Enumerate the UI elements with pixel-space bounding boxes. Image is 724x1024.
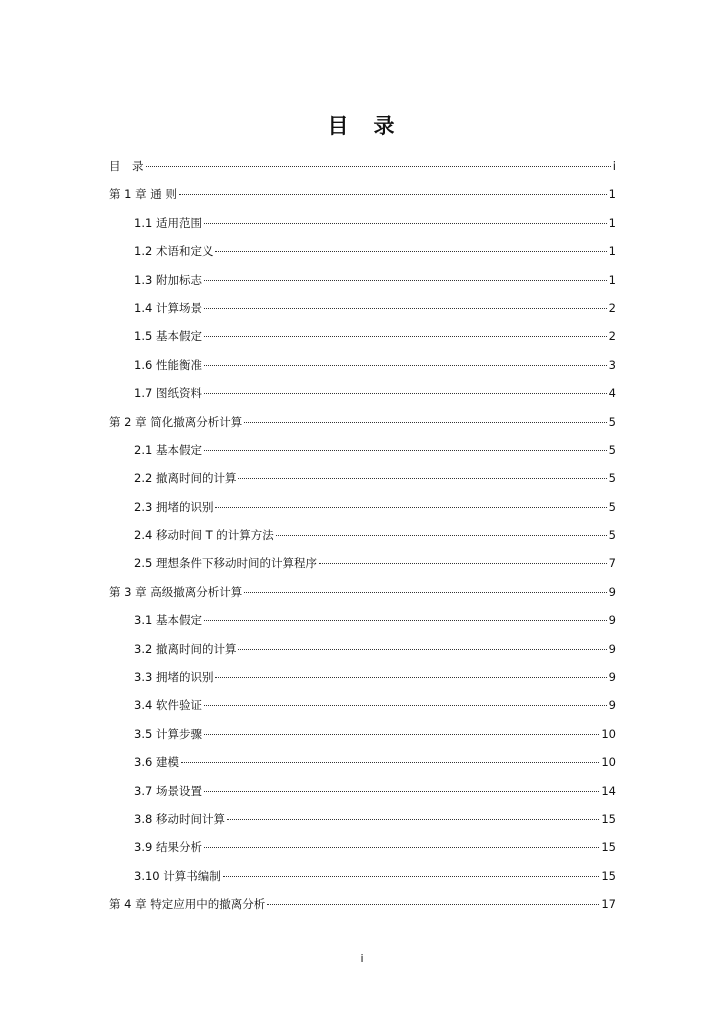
dot-leader [319,563,607,564]
toc-entry[interactable] [109,868,616,896]
toc-entry[interactable] [109,697,616,725]
toc-entry-label: 3.7 场景设置 [134,783,202,798]
toc-entry[interactable] [109,896,616,924]
dot-leader [181,762,599,763]
toc-entry-page: 5 [608,528,616,543]
toc-entry-label: 3.2 撤离时间的计算 [134,641,237,656]
toc-entry-label: 2.3 拥堵的识别 [134,499,214,514]
dot-leader [204,308,607,309]
toc-entry[interactable] [109,555,616,583]
toc-entry-page: 2 [608,329,616,344]
dot-leader [227,819,599,820]
toc-entry-label: 2.4 移动时间 T 的计算方法 [134,528,274,543]
toc-entry-label: 3.5 计算步骤 [134,726,202,741]
toc-entry[interactable] [109,499,616,527]
toc-entry[interactable] [109,612,616,640]
toc-entry[interactable] [109,186,616,214]
toc-entry-label: 1.7 图纸资料 [134,386,202,401]
toc-entry-label: 目 录 [109,159,144,173]
toc-entry-page: 10 [601,755,616,770]
toc-entry-page: 15 [601,811,616,826]
toc-entry[interactable] [109,215,616,243]
toc-entry-page: 10 [601,726,616,741]
dot-leader [244,592,606,593]
toc-entry-label: 第 2 章 简化撤离分析计算 [109,414,243,429]
toc-entry[interactable] [109,328,616,356]
toc-entry-page: 9 [608,670,616,685]
dot-leader [215,251,606,252]
toc-entry-page: i [612,159,616,173]
toc-entry-label: 2.5 理想条件下移动时间的计算程序 [134,556,317,571]
dot-leader [204,791,599,792]
toc-entry-page: 1 [608,272,616,287]
toc-entry-label: 3.4 软件验证 [134,698,202,713]
toc-entry-page: 1 [608,244,616,259]
dot-leader [204,393,607,394]
toc-entry-page: 17 [601,897,616,912]
table-of-contents [109,158,616,925]
toc-entry-label: 3.10 计算书编制 [134,868,221,883]
toc-entry-label: 2.1 基本假定 [134,442,202,457]
toc-entry[interactable] [109,414,616,442]
dot-leader [204,223,607,224]
toc-entry[interactable] [109,669,616,697]
toc-entry-label: 第 1 章 通 则 [109,187,177,202]
toc-entry-label: 3.6 建模 [134,755,179,770]
toc-entry[interactable] [109,300,616,328]
dot-leader [204,336,607,337]
toc-entry-label: 3.8 移动时间计算 [134,811,225,826]
toc-entry[interactable] [109,783,616,811]
toc-entry-page: 15 [601,840,616,855]
toc-entry-page: 9 [608,698,616,713]
toc-entry-page: 9 [608,613,616,628]
toc-entry-page: 9 [608,641,616,656]
dot-leader [204,620,607,621]
toc-entry[interactable] [109,754,616,782]
toc-entry[interactable] [109,272,616,300]
toc-entry-page: 5 [608,499,616,514]
toc-entry-page: 15 [601,868,616,883]
dot-leader [204,280,607,281]
toc-entry[interactable] [109,385,616,413]
toc-entry-label: 3.9 结果分析 [134,840,202,855]
dot-leader [204,450,607,451]
toc-entry[interactable] [109,527,616,555]
toc-entry-label: 3.1 基本假定 [134,613,202,628]
toc-entry-page: 1 [608,187,616,202]
toc-entry-page: 5 [608,471,616,486]
dot-leader [204,847,599,848]
toc-entry-label: 1.4 计算场景 [134,300,202,315]
toc-entry[interactable] [109,811,616,839]
toc-entry-label: 1.5 基本假定 [134,329,202,344]
toc-entry-page: 14 [601,783,616,798]
dot-leader [179,194,607,195]
toc-entry-label: 第 4 章 特定应用中的撤离分析 [109,897,266,912]
dot-leader [215,507,606,508]
dot-leader [204,734,599,735]
toc-entry[interactable] [109,158,616,186]
toc-entry-label: 2.2 撤离时间的计算 [134,471,237,486]
toc-entry[interactable] [109,839,616,867]
toc-entry-page: 3 [608,357,616,372]
toc-entry-label: 第 3 章 高级撤离分析计算 [109,584,243,599]
toc-entry[interactable] [109,470,616,498]
toc-entry-page: 4 [608,386,616,401]
toc-entry-label: 1.6 性能衡准 [134,357,202,372]
page-title: 目 录 [327,114,397,138]
dot-leader [244,422,606,423]
dot-leader [204,705,607,706]
footer-page-number: i [360,952,364,965]
toc-entry[interactable] [109,442,616,470]
dot-leader [267,904,599,905]
toc-entry-page: 5 [608,442,616,457]
toc-entry[interactable] [109,641,616,669]
dot-leader [223,876,600,877]
dot-leader [238,478,606,479]
toc-entry-label: 1.2 术语和定义 [134,244,214,259]
toc-entry-page: 7 [608,556,616,571]
toc-entry-page: 1 [608,215,616,230]
dot-leader [146,166,611,167]
toc-entry[interactable] [109,726,616,754]
toc-entry-label: 1.1 适用范围 [134,215,202,230]
toc-entry[interactable] [109,357,616,385]
dot-leader [238,649,606,650]
toc-entry-page: 9 [608,584,616,599]
dot-leader [276,535,607,536]
toc-entry-label: 1.3 附加标志 [134,272,202,287]
dot-leader [204,365,607,366]
toc-entry-page: 5 [608,414,616,429]
dot-leader [215,677,606,678]
toc-entry[interactable] [109,584,616,612]
toc-entry-label: 3.3 拥堵的识别 [134,670,214,685]
toc-entry[interactable] [109,243,616,271]
toc-entry-page: 2 [608,300,616,315]
